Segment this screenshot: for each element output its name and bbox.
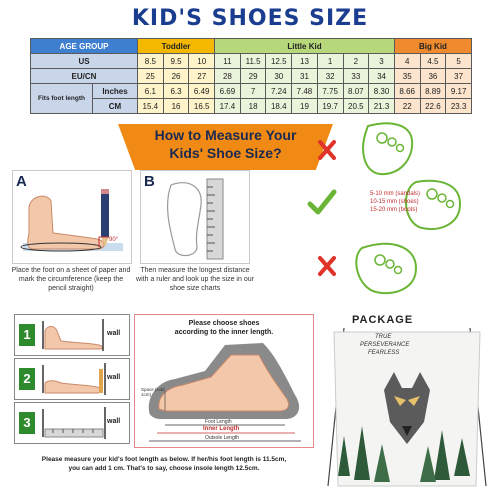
step-1-illustration: [39, 317, 109, 353]
inner-length-label: Inner Length: [203, 426, 240, 432]
step-number-1: 1: [19, 324, 35, 346]
table-cell: 6.3: [163, 84, 189, 99]
step-3-box: [14, 402, 130, 444]
step-number-2: 2: [19, 368, 35, 390]
table-cell: 20.5: [343, 99, 369, 114]
table-cell: 33: [343, 69, 369, 84]
inner-title-line-1: Please choose shoes: [188, 320, 260, 327]
table-cell: 8.5: [138, 54, 164, 69]
cross-icon: [320, 258, 334, 274]
table-cell: 4: [394, 54, 420, 69]
table-row: [31, 39, 472, 54]
table-cell: 36: [420, 69, 446, 84]
table-cell: 19.7: [317, 99, 343, 114]
step-3-illustration: [39, 405, 109, 441]
note-line-2: you can add 1 cm. That's to say, choose insole length 12.5cm.: [68, 465, 260, 472]
table-cell: 31: [292, 69, 318, 84]
row-label-cm: CM: [93, 99, 138, 114]
panel-a: [12, 170, 132, 264]
table-cell: 2: [343, 54, 369, 69]
table-cell: 6.69: [215, 84, 241, 99]
banner-line-2: Kids' Shoe Size?: [169, 145, 282, 161]
step-2-box: [14, 358, 130, 400]
table-cell: 7.75: [317, 84, 343, 99]
pencil-icon: [101, 189, 109, 247]
table-cell: 37: [446, 69, 472, 84]
table-row-inches: [31, 84, 472, 99]
table-cell: 9.5: [163, 54, 189, 69]
too-large-shoe-icon: [356, 244, 416, 293]
table-cell: 5: [446, 54, 472, 69]
fit-note-sandals: 5-10 mm (sandals): [370, 191, 421, 197]
angle-label: 90°: [109, 237, 119, 243]
table-cell: 18: [240, 99, 266, 114]
space-label: Space (Add 1cm): [141, 387, 165, 397]
size-chart-table: [30, 38, 472, 114]
table-cell: 4.5: [420, 54, 446, 69]
cross-icon: [320, 142, 334, 158]
table-cell: 7.24: [266, 84, 292, 99]
panel-a-letter: A: [16, 173, 27, 190]
table-cell: 8.07: [343, 84, 369, 99]
wall-label: wall: [107, 374, 121, 381]
table-cell: 11.5: [240, 54, 266, 69]
table-row-cm: [31, 99, 472, 114]
table-cell: 35: [394, 69, 420, 84]
table-cell: 32: [317, 69, 343, 84]
fit-note-boots: 15-20 mm (boots): [370, 207, 418, 213]
fit-note-shoes: 10-15 mm (shoes): [370, 199, 419, 205]
row-label-us: US: [31, 54, 138, 69]
panel-b-caption: Then measure the longest distance with a ruler and look up the size in our shoe size charts: [136, 267, 254, 292]
table-cell: 6.49: [189, 84, 215, 99]
drawstring-bag-image: [324, 326, 490, 494]
little-kid-header: Little Kid: [215, 39, 395, 54]
step-2-illustration: [39, 361, 109, 397]
row-label-eu: EU/CN: [31, 69, 138, 84]
bag-text-1: TRUE: [375, 334, 392, 340]
outsole-length-label: Outsole Length: [205, 435, 239, 441]
table-cell: 18.4: [266, 99, 292, 114]
table-cell: 21.3: [369, 99, 395, 114]
bag-text-2: PERSEVERANCE: [360, 342, 410, 348]
table-cell: 28: [215, 69, 241, 84]
banner-line-1: How to Measure Your: [154, 127, 297, 143]
table-cell: 29: [240, 69, 266, 84]
table-cell: 16.5: [189, 99, 215, 114]
check-icon: [310, 192, 334, 212]
inner-title-line-2: according to the inner length.: [174, 329, 274, 336]
table-cell: 13: [292, 54, 318, 69]
panel-a-caption: Place the foot on a sheet of paper and mark the circumference (keep the pencil straight): [11, 267, 131, 292]
inner-length-panel: [134, 314, 314, 448]
panel-b: [140, 170, 250, 264]
ruler-icon: [207, 179, 223, 259]
table-cell: 3: [369, 54, 395, 69]
measurement-note: [14, 455, 314, 473]
foot-tracing-illustration: [13, 171, 131, 263]
table-row-eu: [31, 69, 472, 84]
row-label-fits: Fits foot length: [31, 84, 93, 114]
table-cell: 30: [266, 69, 292, 84]
table-cell: 22: [394, 99, 420, 114]
wall-label: wall: [107, 418, 121, 425]
table-cell: 19: [292, 99, 318, 114]
fit-allowance-note: [370, 190, 450, 214]
table-row-us: [31, 54, 472, 69]
table-cell: 7.48: [292, 84, 318, 99]
table-cell: 17.4: [215, 99, 241, 114]
table-cell: 27: [189, 69, 215, 84]
table-cell: 23.3: [446, 99, 472, 114]
too-small-shoe-icon: [363, 123, 412, 174]
table-cell: 12.5: [266, 54, 292, 69]
table-cell: 34: [369, 69, 395, 84]
bag-text-3: FEARLESS: [368, 350, 400, 356]
table-cell: 10: [189, 54, 215, 69]
footprint-ruler-illustration: [141, 171, 249, 263]
table-cell: 22.6: [420, 99, 446, 114]
step-1-box: [14, 314, 130, 356]
table-cell: 25: [138, 69, 164, 84]
foot-length-label: Foot Length: [205, 419, 232, 425]
wall-label: wall: [107, 330, 121, 337]
note-line-1: Please measure your kid's foot length as below. If her/his foot length is 11.5cm,: [41, 456, 287, 463]
big-kid-header: Big Kid: [394, 39, 471, 54]
table-cell: 8.30: [369, 84, 395, 99]
table-cell: 9.17: [446, 84, 472, 99]
table-cell: 6.1: [138, 84, 164, 99]
table-cell: 16: [163, 99, 189, 114]
step-number-3: 3: [19, 412, 35, 434]
table-cell: 8.66: [394, 84, 420, 99]
table-cell: 7: [240, 84, 266, 99]
age-group-header: AGE GROUP: [31, 39, 138, 54]
table-cell: 15.4: [138, 99, 164, 114]
package-label: PACKAGE: [352, 314, 414, 326]
page-title: KID'S SHOES SIZE: [131, 6, 369, 31]
row-label-inches: Inches: [93, 84, 138, 99]
toddler-header: Toddler: [138, 39, 215, 54]
panel-b-letter: B: [144, 173, 155, 190]
table-cell: 1: [317, 54, 343, 69]
table-cell: 26: [163, 69, 189, 84]
table-cell: 11: [215, 54, 241, 69]
table-cell: 8.89: [420, 84, 446, 99]
